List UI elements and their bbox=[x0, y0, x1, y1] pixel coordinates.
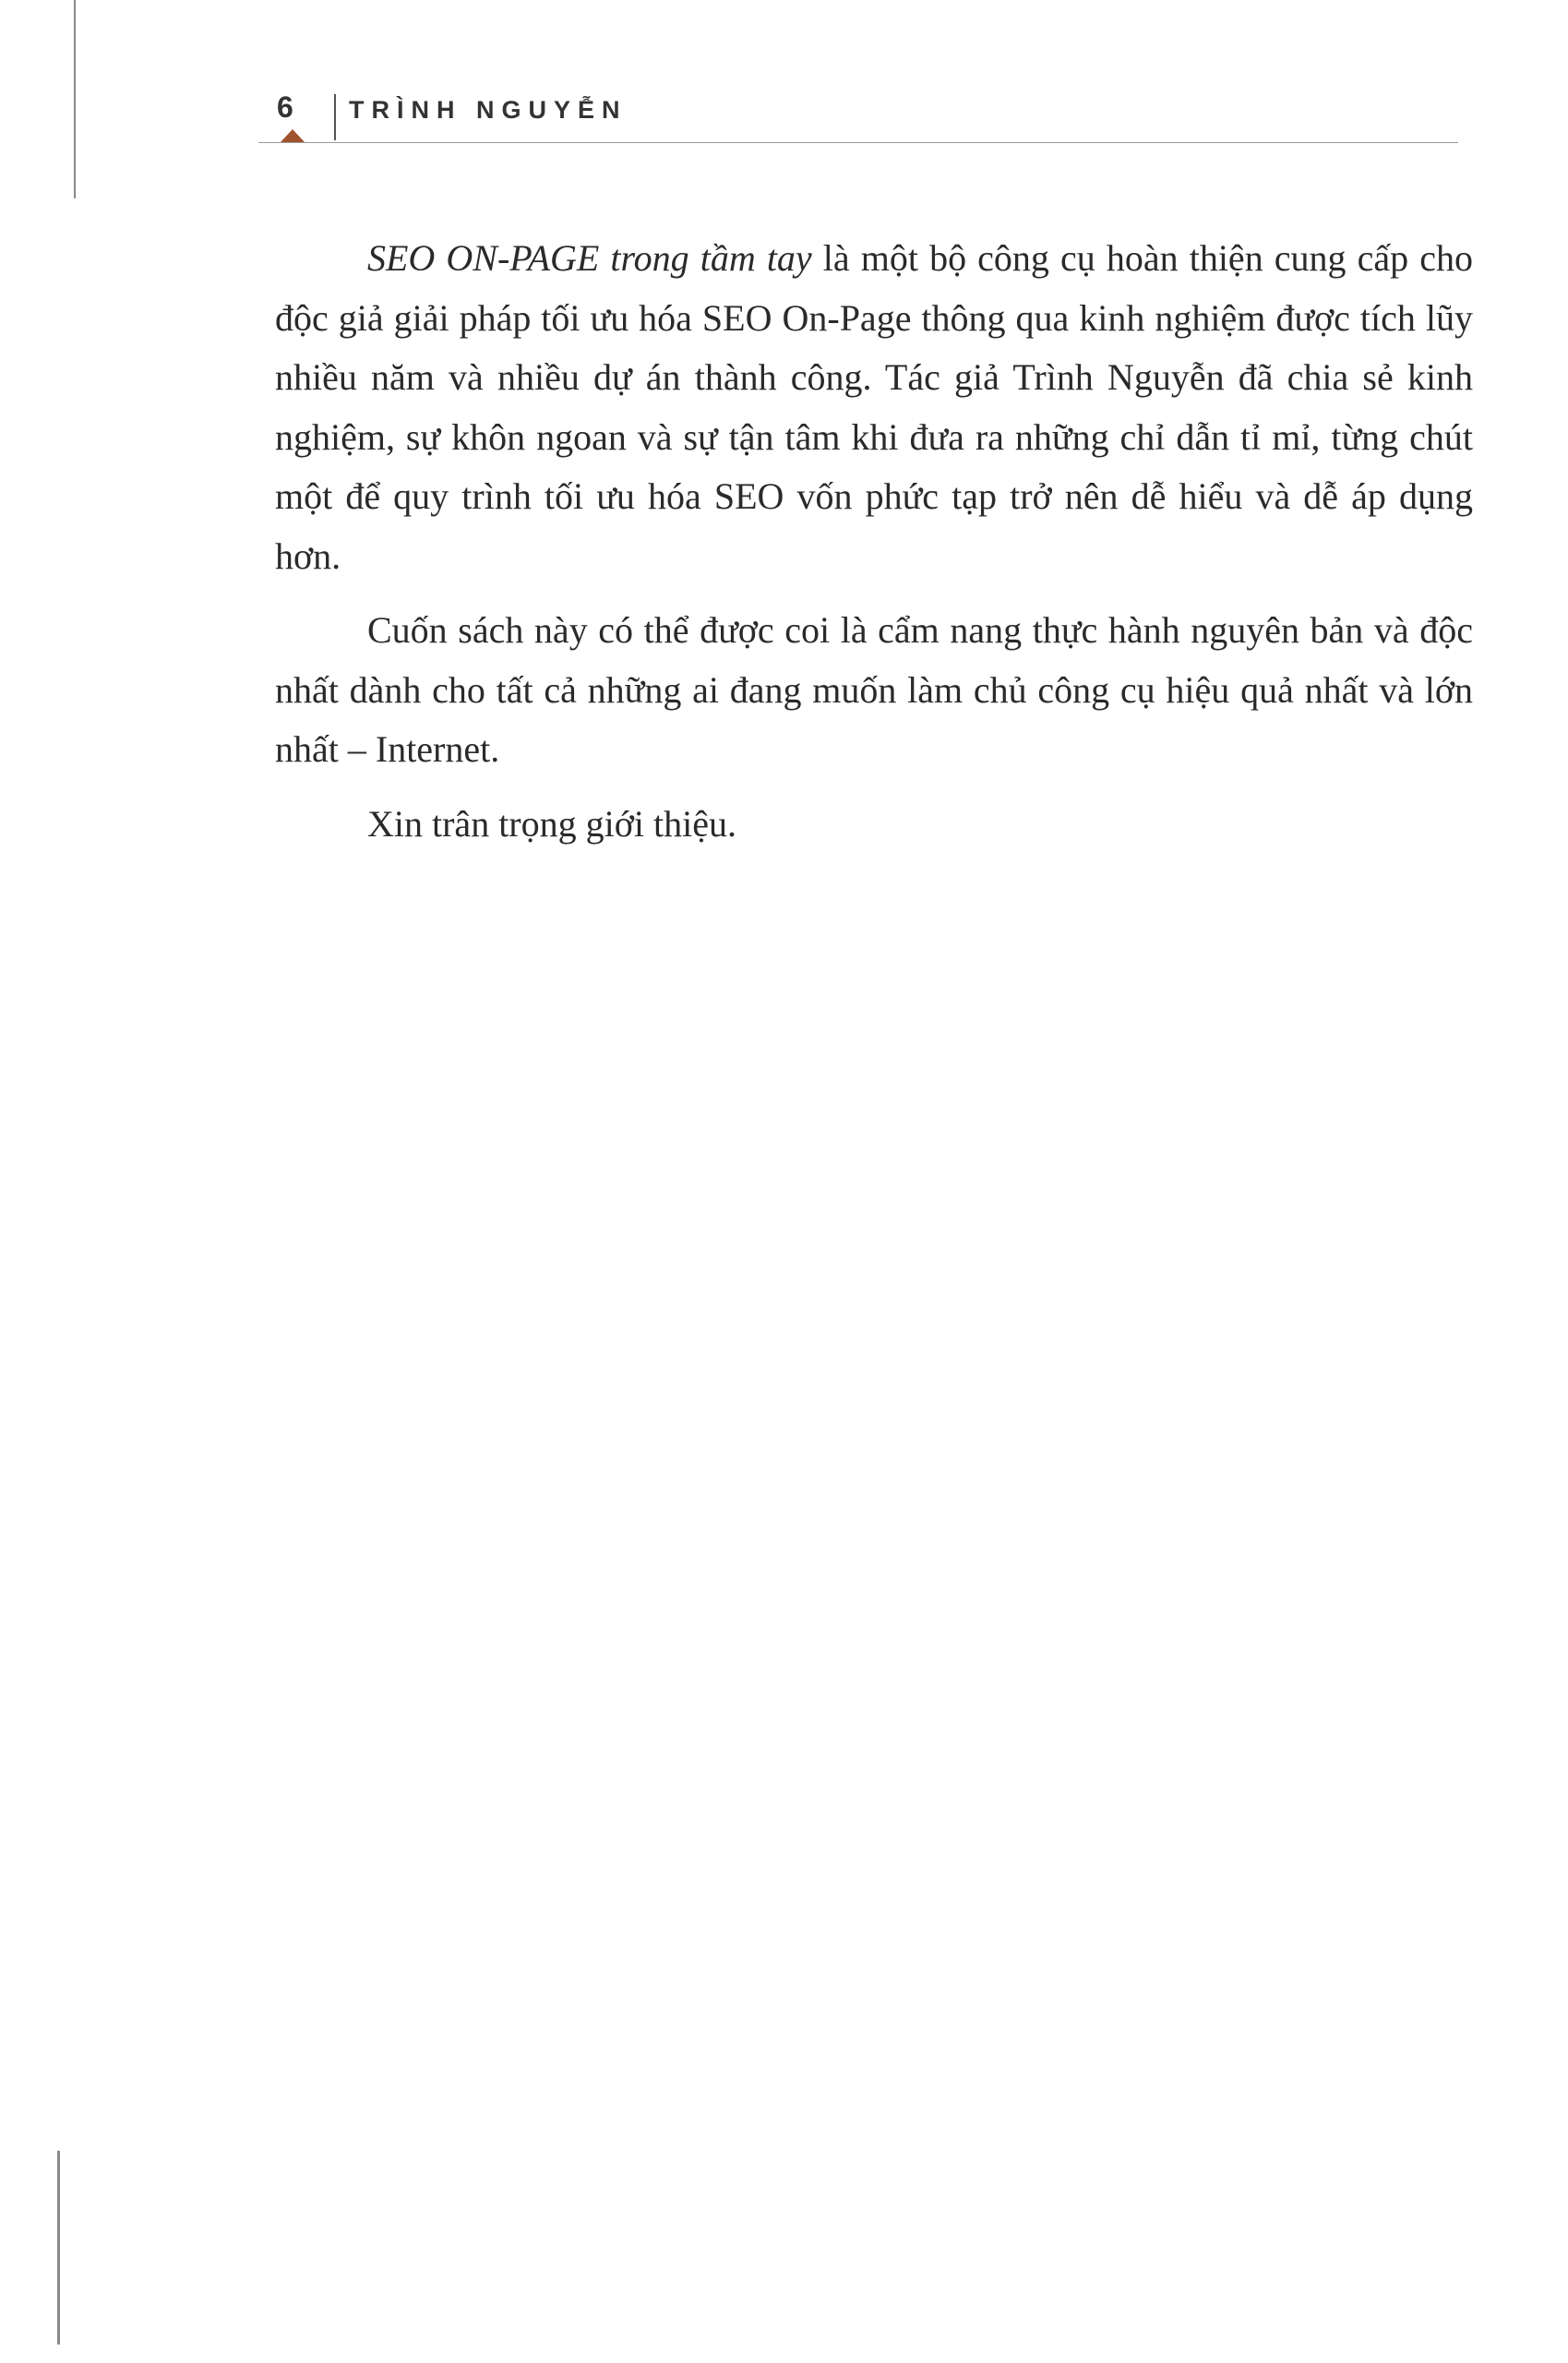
paragraph-handbook: Cuốn sách này có thể được coi là cẩm nang thực hành nguyên bản và độc nhất dành cho tất cả những ai đang muốn làm chủ công cụ hiệu quả nhất và lớn nhất – Internet. bbox=[275, 609, 1473, 770]
book-title-italic: SEO ON-PAGE trong tầm tay bbox=[367, 237, 812, 279]
header-rule bbox=[258, 142, 1458, 143]
paragraph-intro-text: là một bộ công cụ hoàn thiện cung cấp cho độc giả giải pháp tối ưu hóa SEO On-Page thông qua kinh nghiệm được tích lũy nhiều năm và nhiều dự án thành công. Tác giả Trình Nguyễn đã chia sẻ kinh nghiệm, sự khôn ngoan và sự tận tâm khi đưa ra những chỉ dẫn tỉ mỉ, từng chút một để quy trình tối ưu hóa SEO vốn phức tạp trở nên dễ hiểu và dễ áp dụng hơn. bbox=[275, 237, 1473, 577]
paragraph-closing: Xin trân trọng giới thiệu. bbox=[367, 802, 736, 845]
header-divider bbox=[334, 94, 336, 140]
page-body bbox=[275, 229, 1473, 869]
triangle-ornament-icon bbox=[281, 129, 305, 142]
page-number: 6 bbox=[277, 90, 294, 124]
header-author-name: TRÌNH NGUYỄN bbox=[349, 96, 628, 124]
scan-margin-line-top bbox=[74, 0, 76, 198]
scan-margin-line-bottom bbox=[57, 2151, 60, 2345]
running-header bbox=[277, 90, 1477, 148]
paragraph-intro bbox=[275, 229, 1473, 586]
